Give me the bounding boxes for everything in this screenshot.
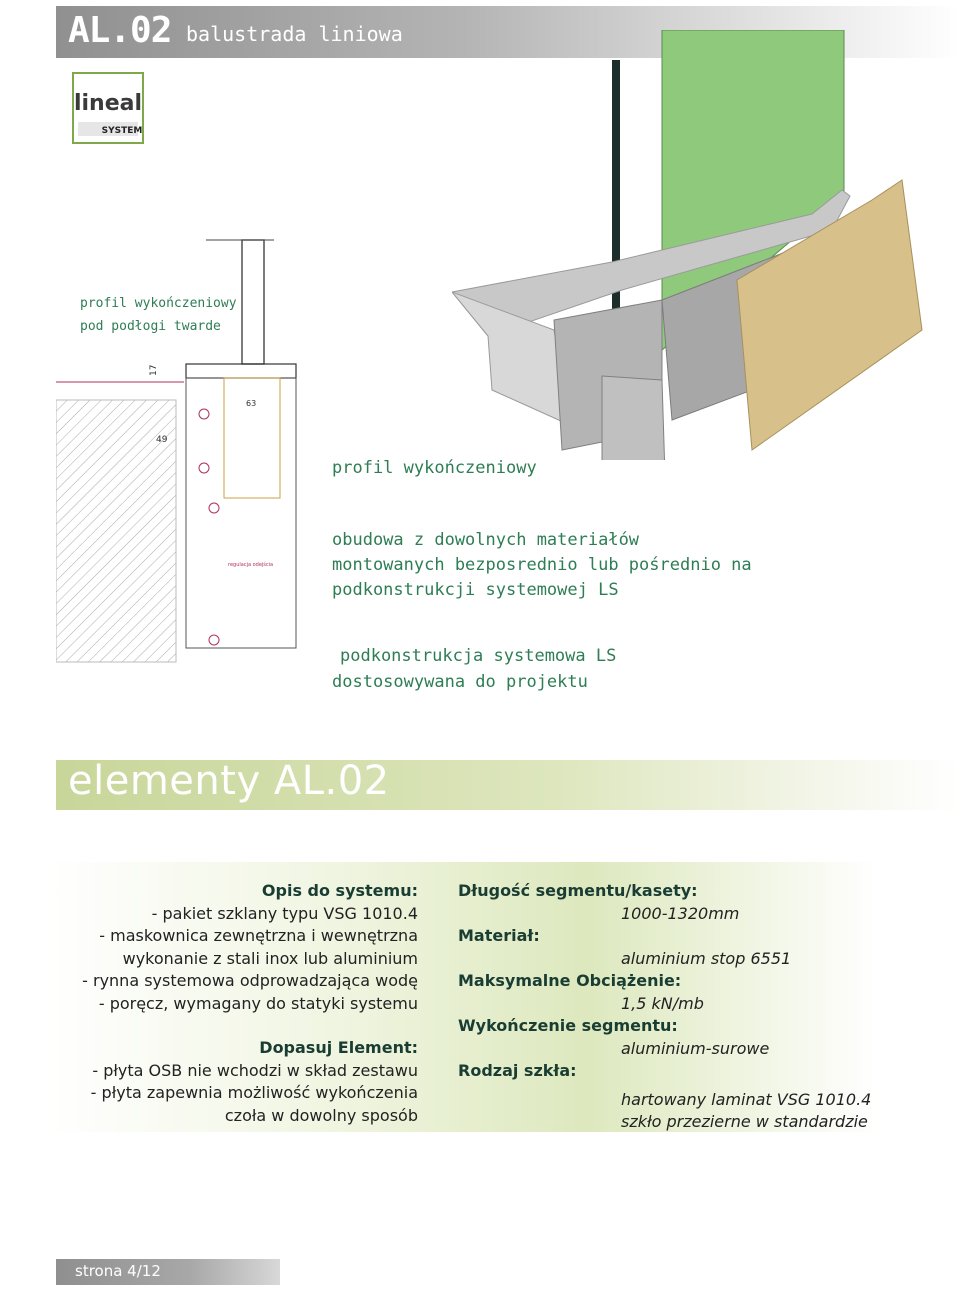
- callout-floor-profile-line1: profil wykończeniowy: [80, 296, 237, 311]
- finish-value: aluminium-surowe: [621, 1038, 770, 1058]
- dim-49: 49: [156, 435, 168, 445]
- bolt-2: [199, 463, 209, 473]
- glass-section: [242, 240, 264, 364]
- bolt-1: [199, 409, 209, 419]
- callout-cladding: [332, 528, 752, 603]
- page-number: strona 4/12: [75, 1262, 161, 1280]
- callout-substructure: [332, 643, 616, 695]
- load-value: 1,5 kN/mb: [621, 993, 704, 1013]
- bolt-4: [209, 635, 219, 645]
- callout-substructure-line1: podkonstrukcja systemowa LS: [340, 646, 617, 666]
- glass-value-2: szkło przezierne w standardzie: [621, 1112, 868, 1131]
- system-item: - pakiet szklany typu VSG 1010.4: [151, 903, 418, 923]
- page-title: balustrada liniowa: [186, 22, 403, 46]
- length-label: Długość segmentu/kasety:: [458, 881, 698, 900]
- profile-section: [224, 378, 280, 498]
- system-item: wykonanie z stali inox lub aluminium: [122, 948, 418, 968]
- top-profile: [186, 364, 296, 378]
- element-header: Dopasuj Element:: [259, 1038, 418, 1057]
- adjust-label: regulacja odejścia: [228, 562, 274, 568]
- anchor-block: [602, 376, 666, 460]
- bolt-3: [209, 503, 219, 513]
- callout-cladding-line2: montowanych bezposrednio lub pośrednio na: [332, 555, 752, 575]
- system-header: Opis do systemu:: [261, 881, 418, 900]
- lineal-logo: [72, 72, 144, 144]
- product-photo: [452, 30, 960, 460]
- page-code: AL.02: [68, 10, 172, 51]
- callout-cladding-line3: podkonstrukcji systemowej LS: [332, 580, 619, 600]
- load-label: Maksymalne Obciążenie:: [458, 971, 682, 990]
- element-item: czoła w dowolny sposób: [224, 1105, 418, 1125]
- material-value: aluminium stop 6551: [621, 948, 792, 968]
- callout-finishing-profile: profil wykończeniowy: [332, 458, 537, 478]
- callout-cladding-line1: obudowa z dowolnych materiałów: [332, 530, 640, 550]
- element-item: - płyta OSB nie wchodzi w skład zestawu: [92, 1060, 418, 1080]
- system-item: - rynna systemowa odprowadzająca wodę: [82, 971, 418, 990]
- logo-sub-text: SYSTEM: [101, 126, 143, 136]
- system-item: - maskownica zewnętrzna i wewnętrzna: [99, 926, 418, 945]
- section-title: elementy AL.02: [68, 758, 390, 804]
- element-item: - płyta zapewnia możliwość wykończenia: [90, 1083, 418, 1102]
- material-label: Materiał:: [458, 926, 540, 945]
- glass-value-1: hartowany laminat VSG 1010.4: [621, 1089, 872, 1109]
- callout-floor-profile: [80, 292, 237, 338]
- dim-63: 63: [246, 399, 257, 408]
- glass-label: Rodzaj szkła:: [458, 1061, 577, 1080]
- length-value: 1000-1320mm: [621, 903, 740, 923]
- dim-17: 17: [149, 364, 159, 376]
- specifications: [458, 880, 918, 1134]
- finish-label: Wykończenie segmentu:: [458, 1016, 678, 1035]
- system-description: [46, 880, 418, 1127]
- callout-floor-profile-line2: pod podłogi twarde: [80, 319, 221, 334]
- system-item: - poręcz, wymagany do statyki systemu: [98, 993, 418, 1013]
- logo-brand-text: lineal: [73, 91, 143, 116]
- callout-substructure-line2: dostosowywana do projektu: [332, 672, 588, 692]
